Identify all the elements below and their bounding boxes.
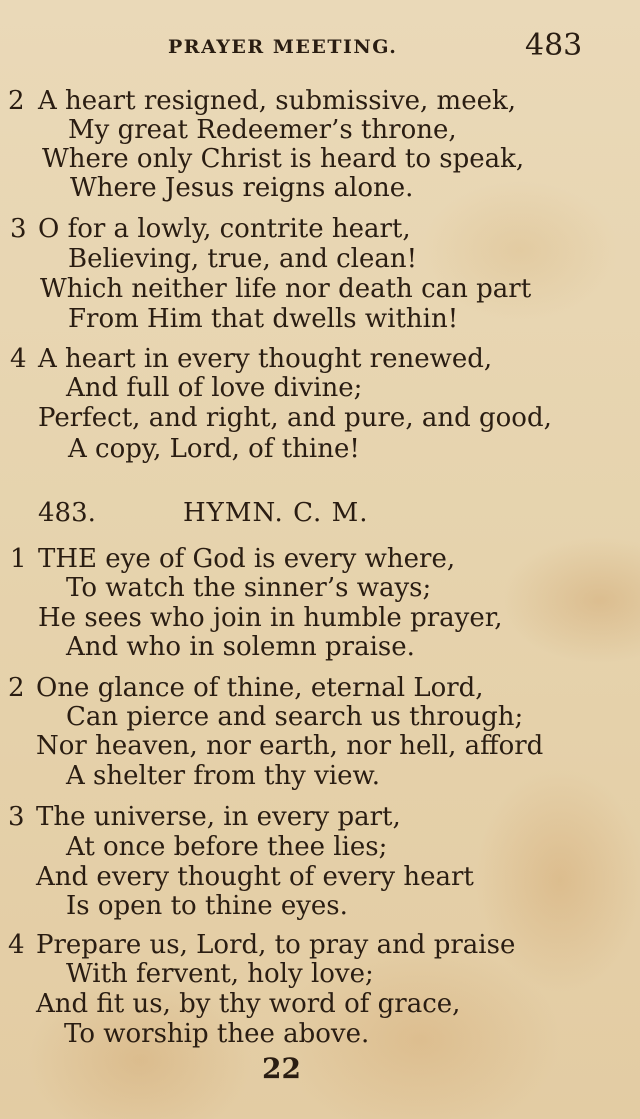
verse-line: He sees who join in humble prayer, — [38, 603, 503, 633]
verse-line: And fit us, by thy word of grace, — [36, 989, 461, 1019]
verse-line: My great Redeemer’s throne, — [68, 115, 457, 145]
page-number: 483 — [525, 28, 583, 63]
verse-line: Prepare us, Lord, to pray and praise — [36, 930, 516, 960]
verse-line: Nor heaven, nor earth, nor hell, afford — [36, 731, 544, 761]
verse-line: A shelter from thy view. — [66, 761, 380, 791]
verse-number: 2 — [8, 673, 25, 703]
verse-line: And who in solemn praise. — [66, 632, 415, 662]
verse-line: At once before thee lies; — [66, 832, 388, 862]
verse-line: Where Jesus reigns alone. — [70, 173, 414, 203]
verse-number: 1 — [10, 544, 27, 574]
verse-line: Believing, true, and clean! — [68, 244, 418, 274]
verse-line: One glance of thine, eternal Lord, — [36, 673, 484, 703]
verse-number: 4 — [8, 930, 25, 960]
verse-number: 4 — [10, 344, 27, 374]
hymn-heading — [0, 498, 640, 532]
page-header — [0, 28, 640, 68]
verse-line: A heart in every thought renewed, — [38, 344, 493, 374]
signature-mark: 22 — [262, 1052, 301, 1085]
verse-line: Where only Christ is heard to speak, — [42, 144, 525, 174]
verse-line: The universe, in every part, — [36, 802, 401, 832]
hymn-number: 483. — [38, 498, 96, 528]
verse-line: With fervent, holy love; — [66, 959, 374, 989]
verse-number: 2 — [8, 86, 25, 116]
verse-number: 3 — [8, 802, 25, 832]
verse-line: To watch the sinner’s ways; — [66, 573, 432, 603]
running-title: PRAYER MEETING. — [168, 36, 398, 58]
hymn-title: HYMN. C. M. — [183, 498, 369, 528]
verse-line: O for a lowly, contrite heart, — [38, 214, 411, 244]
verse-line: A heart resigned, submissive, meek, — [38, 86, 516, 116]
verse-line: Can pierce and search us through; — [66, 702, 524, 732]
verse-line: Is open to thine eyes. — [66, 891, 348, 921]
verse-line: And every thought of every heart — [36, 862, 474, 892]
verse-line: THE eye of God is every where, — [38, 544, 456, 574]
verse-line: Which neither life nor death can part — [40, 274, 532, 304]
verse-number: 3 — [10, 214, 27, 244]
verse-line: Perfect, and right, and pure, and good, — [38, 403, 552, 433]
verse-line: To worship thee above. — [64, 1019, 370, 1049]
verse-line: And full of love divine; — [66, 373, 363, 403]
verse-line: From Him that dwells within! — [68, 304, 459, 334]
verse-line: A copy, Lord, of thine! — [68, 434, 360, 464]
